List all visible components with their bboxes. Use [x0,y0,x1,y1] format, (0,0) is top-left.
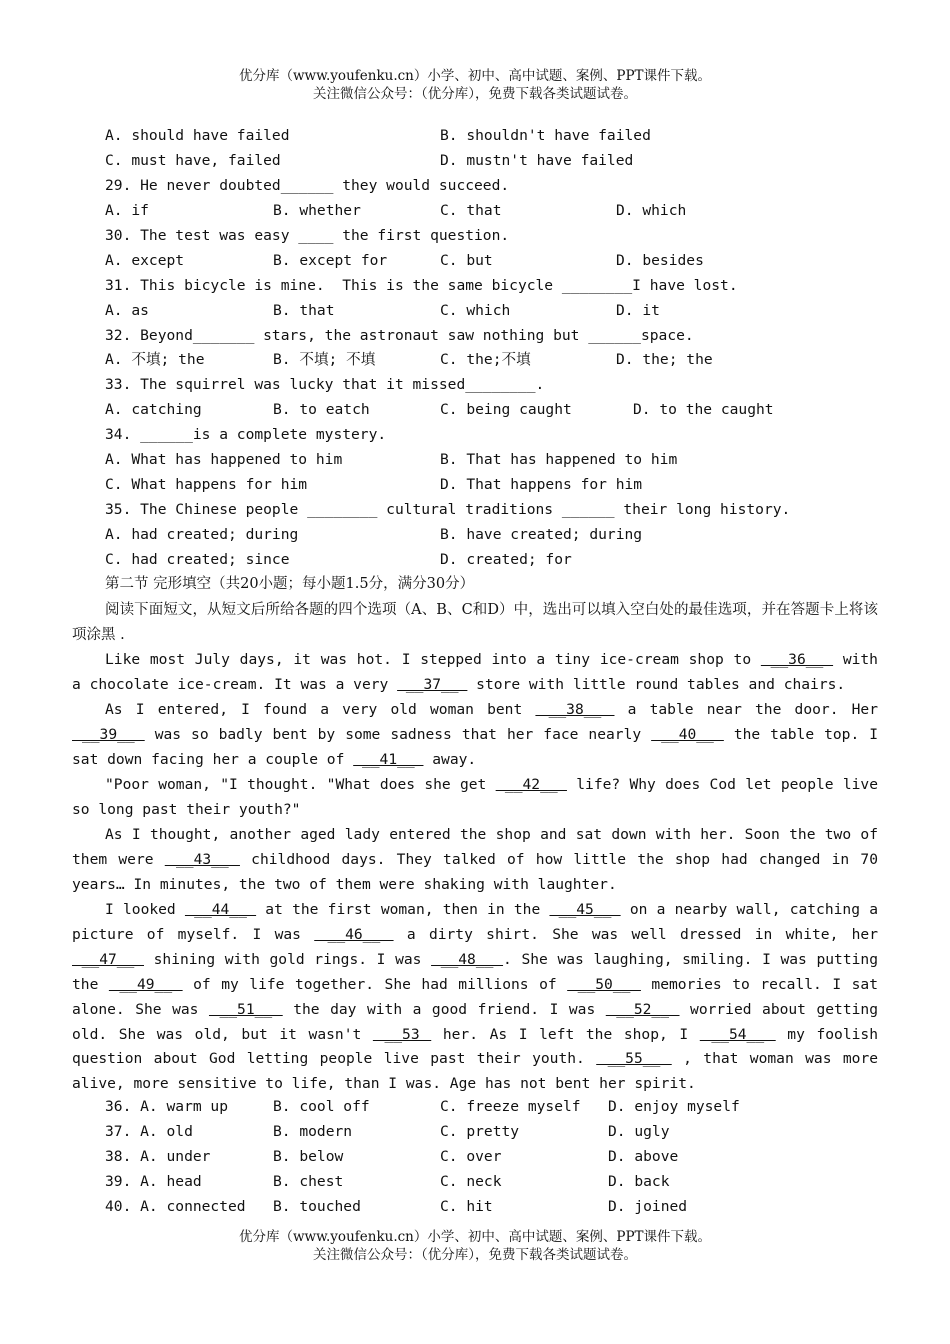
q28-options-row-2 [105,150,634,172]
q37-options [105,1121,670,1143]
p2-text-4: the table top. I sat down facing her a couple of [72,725,879,768]
p2-text-3: was so badly bent by some sadness that her face nearly [144,725,652,743]
q35-option-d: D. created; for [440,551,572,568]
p3-text-2: life? Why does Cod let people live so long past their youth?" [72,776,879,818]
blank-43: __43__ [164,850,240,868]
p1-text-1: Like most July days, it was hot. I stepped into a tiny ice-cream shop to [105,651,761,668]
p4-text-2: childhood days. They talked of how little the shop had changed in 70 years… In minutes, the two of them were shaking with laughter. [72,850,878,893]
q39-options [105,1171,670,1193]
q36-options [105,1096,740,1118]
q35-option-c: C. had created; since [105,551,290,568]
q29-options [105,200,687,222]
p5-text-8: memories to recall. I sat alone. She was [72,975,878,1018]
q36-option-a: 36. A. warm up [105,1098,229,1115]
q33-options [105,399,774,421]
p5-text-4: a dirty shirt. She was well dressed in white, her [393,925,879,943]
q35-options-row-2 [105,549,572,571]
q32-option-c: C. the;不填 [440,351,531,368]
blank-48: __48__ [431,950,504,968]
q32-options [105,349,713,371]
q35-stem: 35. The Chinese people ________ cultural traditions ______ their long history. [105,501,791,518]
q38-option-c: C. over [440,1148,502,1165]
blank-41: __41__ [353,750,424,768]
q29-option-d: D. which [616,202,687,219]
blank-37: __37__ [397,675,468,693]
p5-text-13: , that woman was more alive, more sensitive to life, than I was. Age has not bent her spirit. [72,1050,879,1093]
p5-text-9: the day with a good friend. I was [282,1000,606,1018]
passage-paragraph-3 [72,773,878,823]
q30-options [105,250,704,272]
blank-44: __44__ [184,901,257,918]
q37-option-b: B. modern [273,1123,353,1140]
blank-53: __53 [372,1025,432,1043]
p1-text-2: with a chocolate ice-cream. It was a very [72,651,878,693]
p5-text-7: of my life together. She had millions of [182,975,568,993]
q39-option-c: C. neck [440,1173,502,1190]
q34-option-b: B. That has happened to him [440,451,678,468]
q32-option-b: B. 不填; 不填 [273,351,376,368]
blank-55: __55__ [596,1050,672,1068]
q28-option-b: B. shouldn't have failed [440,127,651,144]
blank-39: __39__ [72,725,145,743]
q33-stem: 33. The squirrel was lucky that it missed________. [105,376,545,393]
q35-options-row-1 [105,524,643,546]
passage-paragraph-5 [72,898,878,1097]
blank-47: __47__ [72,950,144,968]
q37-option-a: 37. A. old [105,1123,193,1140]
p5-text-2: at the first woman, then in the [256,901,550,918]
q35-option-a: A. had created; during [105,526,299,543]
q38-options [105,1146,679,1168]
q31-option-c: C. which [440,302,511,319]
p5-text-11: her. As I left the shop, I [431,1025,700,1043]
p2-text-5: away. [423,750,477,768]
p5-text-12: my foolish question about God letting people live past their youth. [72,1025,878,1068]
p5-text-10: worried about getting old. She was old, but it wasn't [72,1000,878,1043]
section-heading: 第二节 完形填空（共20小题；每小题1.5分，满分30分） [105,576,475,592]
q31-option-a: A. as [105,302,149,319]
q31-stem: 31. This bicycle is mine. This is the same bicycle ________I have lost. [105,277,738,294]
passage-paragraph-4 [72,823,878,898]
page-header [0,67,950,103]
q28-option-a: A. should have failed [105,127,290,144]
page-footer [0,1228,950,1264]
p5-text-6: . She was laughing, smiling. I was putting the [72,950,878,993]
q29-option-c: C. that [440,202,502,219]
p5-text-3: on a nearby wall, catching a picture of myself. I was [72,901,878,943]
q40-option-a: 40. A. connected [105,1198,246,1215]
p2-text-2: a table near the door. Her [614,701,879,718]
p3-text-1: "Poor woman, "I thought. "What does she get [105,776,496,793]
passage-paragraph-2 [72,698,878,773]
q39-option-a: 39. A. head [105,1173,202,1190]
blank-45: __45__ [549,901,621,918]
q32-option-d: D. the; the [616,351,713,368]
q30-option-c: C. but [440,252,493,269]
q34-option-d: D. That happens for him [440,476,643,493]
p1-text-3: store with little round tables and chairs. [467,675,846,693]
q31-option-d: D. it [616,302,660,319]
q36-option-b: B. cool off [273,1098,370,1115]
footer-line-2: 关注微信公众号：（优分库），免费下载各类试题试卷。 [313,1247,637,1263]
p4-text-1: As I thought, another aged lady entered the shop and sat down with her. Soon the two of them were [72,826,878,868]
q28-option-c: C. must have, failed [105,152,281,169]
q38-option-a: 38. A. under [105,1148,211,1165]
q35-option-b: B. have created; during [440,526,643,543]
q29-option-b: B. whether [273,202,361,219]
q33-option-a: A. catching [105,401,202,418]
q33-option-c: C. being caught [440,401,572,418]
q31-option-b: B. that [273,302,335,319]
q40-options [105,1196,688,1218]
q38-option-b: B. below [273,1148,344,1165]
passage-paragraph-1 [72,648,878,698]
q30-option-d: D. besides [616,252,704,269]
p5-text-5: shining with gold rings. I was [143,950,432,968]
q39-option-b: B. chest [273,1173,344,1190]
header-line-2: 关注微信公众号：（优分库），免费下载各类试题试卷。 [313,86,637,102]
blank-49: __49__ [108,975,183,993]
q29-option-a: A. if [105,202,149,219]
footer-line-1: 优分库（www.youfenku.cn）小学、初中、高中试题、案例、PPT课件下载。 [238,1229,712,1245]
q30-option-a: A. except [105,252,185,269]
q31-options [105,300,660,322]
q39-option-d: D. back [608,1173,670,1190]
q33-option-b: B. to eatch [273,401,370,418]
q29-stem: 29. He never doubted______ they would succeed. [105,177,510,194]
q30-stem: 30. The test was easy ____ the first question. [105,227,510,244]
q40-option-d: D. joined [608,1198,688,1215]
q37-option-d: D. ugly [608,1123,670,1140]
blank-51: __51__ [208,1000,283,1018]
p2-text-1: As I entered, I found a very old woman bent [105,701,536,718]
q38-option-d: D. above [608,1148,679,1165]
q40-option-b: B. touched [273,1198,361,1215]
q28-option-d: D. mustn't have failed [440,152,634,169]
q34-option-a: A. What has happened to him [105,451,343,468]
q40-option-c: C. hit [440,1198,493,1215]
q32-option-a: A. 不填; the [105,351,205,368]
q33-option-d: D. to the caught [633,401,774,418]
blank-54: __54__ [699,1025,776,1043]
section-instructions: 阅读下面短文，从短文后所给各题的四个选项（A、B、C和D）中，选出可以填入空白处的最佳选项，并在答题卡上将该项涂黑 . [72,602,878,643]
q36-option-c: C. freeze myself [440,1098,581,1115]
blank-50: __50__ [567,975,641,993]
q34-option-c: C. What happens for him [105,476,308,493]
q36-option-d: D. enjoy myself [608,1098,740,1115]
q32-stem: 32. Beyond_______ stars, the astronaut saw nothing but ______space. [105,327,694,344]
blank-52: __52__ [605,1000,680,1018]
header-line-1: 优分库（www.youfenku.cn）小学、初中、高中试题、案例、PPT课件下载。 [238,68,712,84]
q34-stem: 34. ______is a complete mystery. [105,426,387,443]
q34-options-row-1 [105,449,678,471]
blank-36: __36__ [760,651,834,668]
blank-40: __40__ [651,725,724,743]
q34-options-row-2 [105,474,643,496]
p5-text-1: I looked [105,901,185,918]
q37-option-c: C. pretty [440,1123,520,1140]
blank-42: __42__ [495,776,567,793]
q30-option-b: B. except for [273,252,388,269]
blank-46: __46__ [314,925,394,943]
blank-38: __38__ [535,701,615,718]
q28-options-row-1 [105,125,651,147]
